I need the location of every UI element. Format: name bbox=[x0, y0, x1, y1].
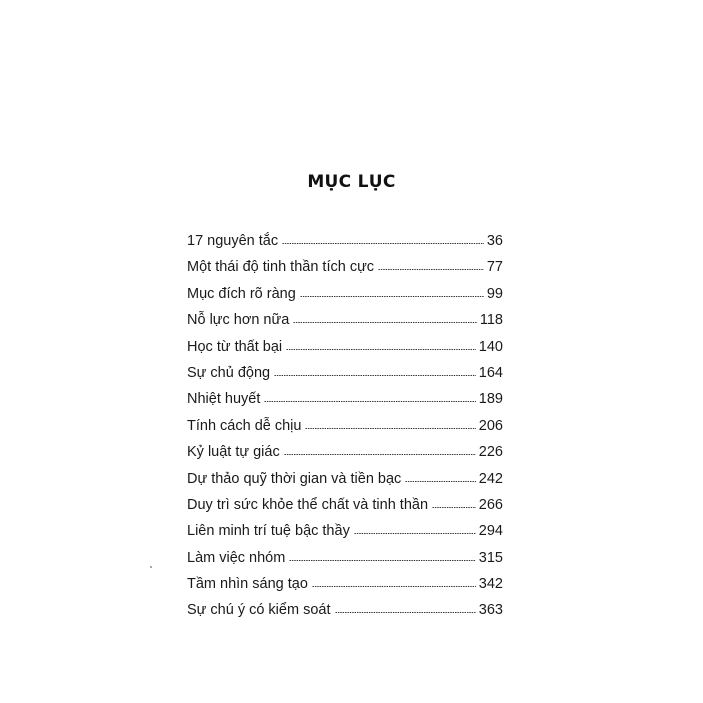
toc-dot-leader bbox=[274, 374, 476, 377]
toc-entry bbox=[187, 418, 503, 444]
toc-entry-title: 17 nguyên tắc bbox=[187, 233, 279, 249]
toc-entry bbox=[187, 497, 503, 523]
toc-dot-leader bbox=[354, 532, 476, 535]
toc-page-number: 294 bbox=[478, 523, 503, 540]
toc-entry bbox=[187, 286, 503, 312]
toc-entry-title: Nỗ lực hơn nữa bbox=[187, 312, 290, 329]
toc-dot-leader bbox=[305, 427, 475, 430]
toc-page-number: 342 bbox=[478, 576, 503, 593]
toc-entry-title: Kỷ luật tự giác bbox=[187, 444, 280, 461]
toc-entry-title: Một thái độ tinh thần tích cực bbox=[187, 259, 375, 276]
toc-page-number: 206 bbox=[478, 417, 503, 434]
toc-page-number: 118 bbox=[479, 312, 503, 329]
toc-entry bbox=[187, 391, 503, 417]
toc-entry bbox=[187, 339, 503, 365]
toc-entry bbox=[187, 259, 503, 285]
toc-entry-title: Tầm nhìn sáng tạo bbox=[187, 576, 308, 593]
toc-page-number: 140 bbox=[478, 338, 503, 355]
toc-entry-title: Học từ thất bại bbox=[187, 338, 283, 355]
toc-dot-leader bbox=[378, 268, 484, 271]
toc-dot-leader bbox=[282, 242, 484, 245]
toc-page-number: 189 bbox=[478, 391, 503, 408]
toc-dot-leader bbox=[432, 506, 476, 509]
toc-page-number: 363 bbox=[478, 602, 503, 619]
toc-page-number: 242 bbox=[478, 470, 503, 487]
toc-page-number: 266 bbox=[478, 496, 503, 513]
table-of-contents bbox=[187, 233, 503, 629]
toc-entry bbox=[187, 523, 503, 549]
toc-dot-leader bbox=[293, 321, 477, 324]
toc-entry bbox=[187, 471, 503, 497]
toc-entry bbox=[187, 550, 503, 576]
toc-entry bbox=[187, 312, 503, 338]
toc-entry-title: Sự chủ động bbox=[187, 364, 271, 381]
toc-dot-leader bbox=[289, 559, 475, 562]
toc-entry-title: Làm việc nhóm bbox=[187, 549, 286, 566]
toc-page-number: 99 bbox=[486, 285, 503, 302]
toc-entry-title: Tính cách dễ chịu bbox=[187, 417, 302, 434]
toc-entry bbox=[187, 576, 503, 602]
toc-entry-title: Nhiệt huyết bbox=[187, 391, 261, 408]
toc-page-number: 226 bbox=[478, 444, 503, 461]
toc-dot-leader bbox=[405, 480, 476, 483]
toc-page-number: 164 bbox=[478, 364, 503, 381]
toc-page-number: 36 bbox=[486, 233, 503, 249]
toc-entry bbox=[187, 233, 503, 259]
toc-entry bbox=[187, 365, 503, 391]
toc-entry-title: Mục đích rõ ràng bbox=[187, 285, 296, 302]
toc-entry bbox=[187, 444, 503, 470]
toc-dot-leader bbox=[335, 611, 476, 614]
toc-entry-title: Duy trì sức khỏe thể chất và tinh thần bbox=[187, 496, 429, 513]
toc-entry-title: Liên minh trí tuệ bậc thầy bbox=[187, 523, 350, 540]
toc-dot-leader bbox=[286, 348, 476, 351]
toc-page-number: 77 bbox=[486, 259, 503, 276]
toc-dot-leader bbox=[264, 400, 475, 403]
toc-dot-leader bbox=[300, 295, 484, 298]
page-title: MỤC LỤC bbox=[307, 172, 396, 192]
toc-dot-leader bbox=[284, 453, 476, 456]
toc-entry bbox=[187, 602, 503, 628]
toc-entry-title: Dự thảo quỹ thời gian và tiền bạc bbox=[187, 470, 402, 487]
toc-entry-title: Sự chú ý có kiểm soát bbox=[187, 602, 331, 619]
toc-dot-leader bbox=[312, 585, 476, 588]
toc-page-number: 315 bbox=[478, 549, 503, 566]
scan-speck bbox=[150, 566, 152, 568]
